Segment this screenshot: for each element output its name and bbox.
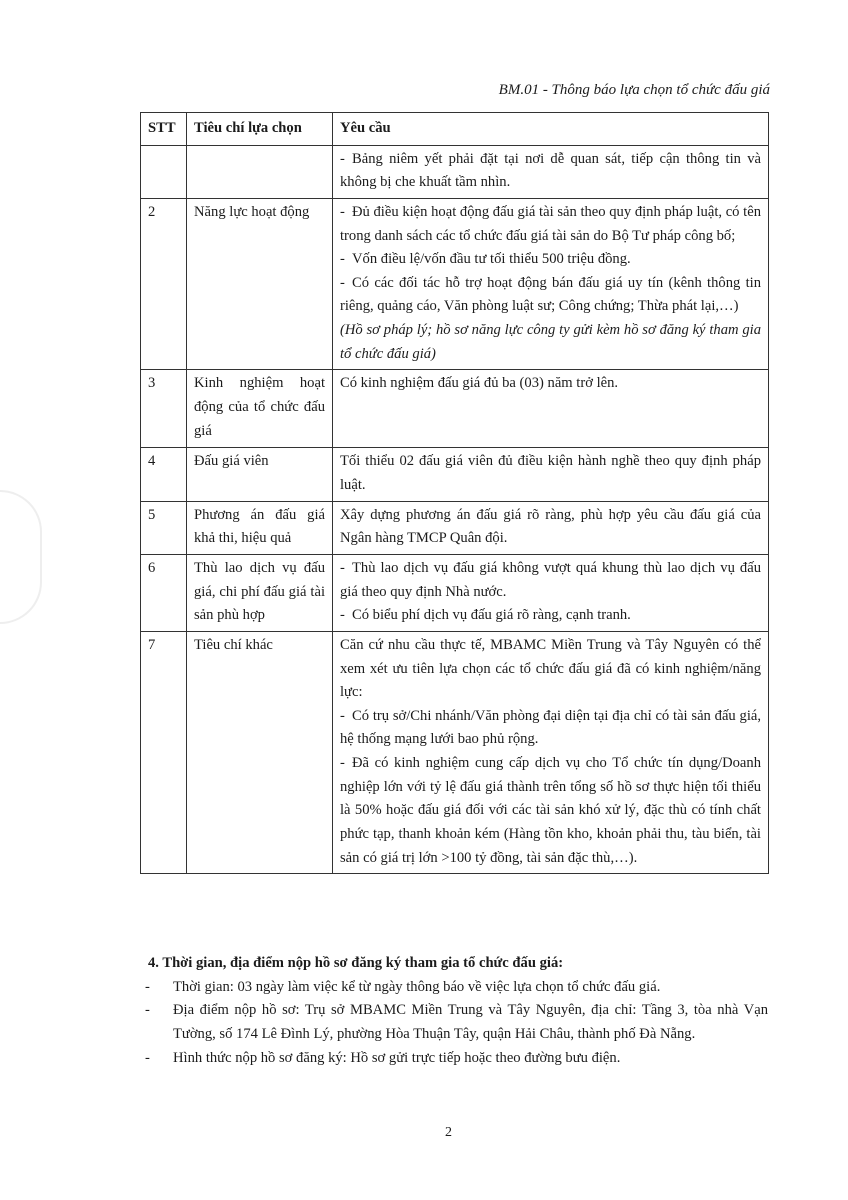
page-number: 2 <box>445 1125 452 1140</box>
col-header-stt: STT <box>141 113 187 146</box>
bullet-item: - Thù lao dịch vụ đấu giá không vượt quá khung thù lao dịch vụ đấu giá theo quy định Nhà nước. <box>340 559 761 600</box>
col-header-criterion: Tiêu chí lựa chọn <box>187 113 333 146</box>
table-row <box>141 631 769 873</box>
stamp-mark <box>0 490 42 624</box>
row-criterion <box>187 145 333 198</box>
section-title: 4. Thời gian, địa điểm nộp hồ sơ đăng ký tham gia tổ chức đấu giá: <box>148 955 564 971</box>
row-criterion: Thù lao dịch vụ đấu giá, chi phí đấu giá tài sản phù hợp <box>187 554 333 631</box>
section-4 <box>145 952 768 1070</box>
criteria-table <box>140 112 769 874</box>
table-row <box>141 501 769 554</box>
bullet-item: - Đã có kinh nghiệm cung cấp dịch vụ cho Tổ chức tín dụng/Doanh nghiệp lớn với tỷ lệ đấu giá thành trên tổng số hồ sơ thực hiện tối thiểu là 50% hoặc đấu giá đối với các tài sản khó xử lý, đặc thù có tính chất phức tạp, thanh khoản kém (Hàng tồn kho, khoản phải thu, tàu biển, tài sản có giá trị lớn >100 tỷ đồng, tài sản đặc thù,…). <box>340 755 761 866</box>
row-criterion: Phương án đấu giá khả thi, hiệu quả <box>187 501 333 554</box>
bullet-item: - Có các đối tác hỗ trợ hoạt động bán đấu giá uy tín (kênh thông tin riêng, quảng cáo, Văn phòng luật sư; Công chứng; Thừa phát lại,…) <box>340 274 761 315</box>
col-header-requirement: Yêu cầu <box>333 113 769 146</box>
row-stt: 4 <box>141 448 187 501</box>
row-requirement <box>333 554 769 631</box>
intro-text: Căn cứ nhu cầu thực tế, MBAMC Miền Trung và Tây Nguyên có thể xem xét ưu tiên lựa chọn các tổ chức đấu giá đã có kinh nghiệm/năng lực: <box>340 636 761 701</box>
table-header-row <box>141 113 769 146</box>
row-stt: 6 <box>141 554 187 631</box>
note-text: (Hồ sơ pháp lý; hồ sơ năng lực công ty gửi kèm hồ sơ đăng ký tham gia tổ chức đấu giá) <box>340 322 761 362</box>
bullet-item: - Vốn điều lệ/vốn đầu tư tối thiểu 500 triệu đồng. <box>340 251 631 268</box>
bullet-item: - Có biểu phí dịch vụ đấu giá rõ ràng, cạnh tranh. <box>340 607 631 624</box>
row-requirement <box>333 631 769 873</box>
row-stt: 7 <box>141 631 187 873</box>
form-header: BM.01 - Thông báo lựa chọn tổ chức đấu giá <box>498 82 770 98</box>
table-row <box>141 145 769 198</box>
bullet-item: - Có trụ sở/Chi nhánh/Văn phòng đại diện tại địa chỉ có tài sản đấu giá, hệ thống mạng lưới bao phủ rộng. <box>340 707 761 748</box>
row-requirement <box>333 198 769 369</box>
row-criterion: Đấu giá viên <box>187 448 333 501</box>
list-item: - Thời gian: 03 ngày làm việc kể từ ngày thông báo về việc lựa chọn tổ chức đấu giá. <box>145 978 661 995</box>
list-item: - Địa điểm nộp hồ sơ: Trụ sở MBAMC Miền Trung và Tây Nguyên, địa chỉ: Tầng 3, tòa nhà Vạn Tường, số 174 Lê Đình Lý, phường Hòa Thuận Tây, quận Hải Châu, thành phố Đà Nẵng. <box>145 1002 768 1042</box>
table-row <box>141 448 769 501</box>
row-stt <box>141 145 187 198</box>
row-stt: 2 <box>141 198 187 369</box>
table-row <box>141 554 769 631</box>
row-criterion: Năng lực hoạt động <box>187 198 333 369</box>
row-requirement <box>333 145 769 198</box>
row-stt: 5 <box>141 501 187 554</box>
table-row <box>141 198 769 369</box>
list-item: - Hình thức nộp hồ sơ đăng ký: Hồ sơ gửi trực tiếp hoặc theo đường bưu điện. <box>145 1049 621 1066</box>
row-requirement: Tối thiểu 02 đấu giá viên đủ điều kiện hành nghề theo quy định pháp luật. <box>333 448 769 501</box>
row-requirement: Xây dựng phương án đấu giá rõ ràng, phù hợp yêu cầu đấu giá của Ngân hàng TMCP Quân đội. <box>333 501 769 554</box>
bullet-item: - Bảng niêm yết phải đặt tại nơi dễ quan sát, tiếp cận thông tin và không bị che khuất tầm nhìn. <box>340 150 761 191</box>
row-criterion: Kinh nghiệm hoạt động của tổ chức đấu giá <box>187 370 333 448</box>
bullet-item: - Đủ điều kiện hoạt động đấu giá tài sản theo quy định pháp luật, có tên trong danh sách các tổ chức đấu giá tài sản do Bộ Tư pháp công bố; <box>340 203 761 244</box>
table-row <box>141 370 769 448</box>
row-requirement: Có kinh nghiệm đấu giá đủ ba (03) năm trở lên. <box>333 370 769 448</box>
row-criterion: Tiêu chí khác <box>187 631 333 873</box>
row-stt: 3 <box>141 370 187 448</box>
